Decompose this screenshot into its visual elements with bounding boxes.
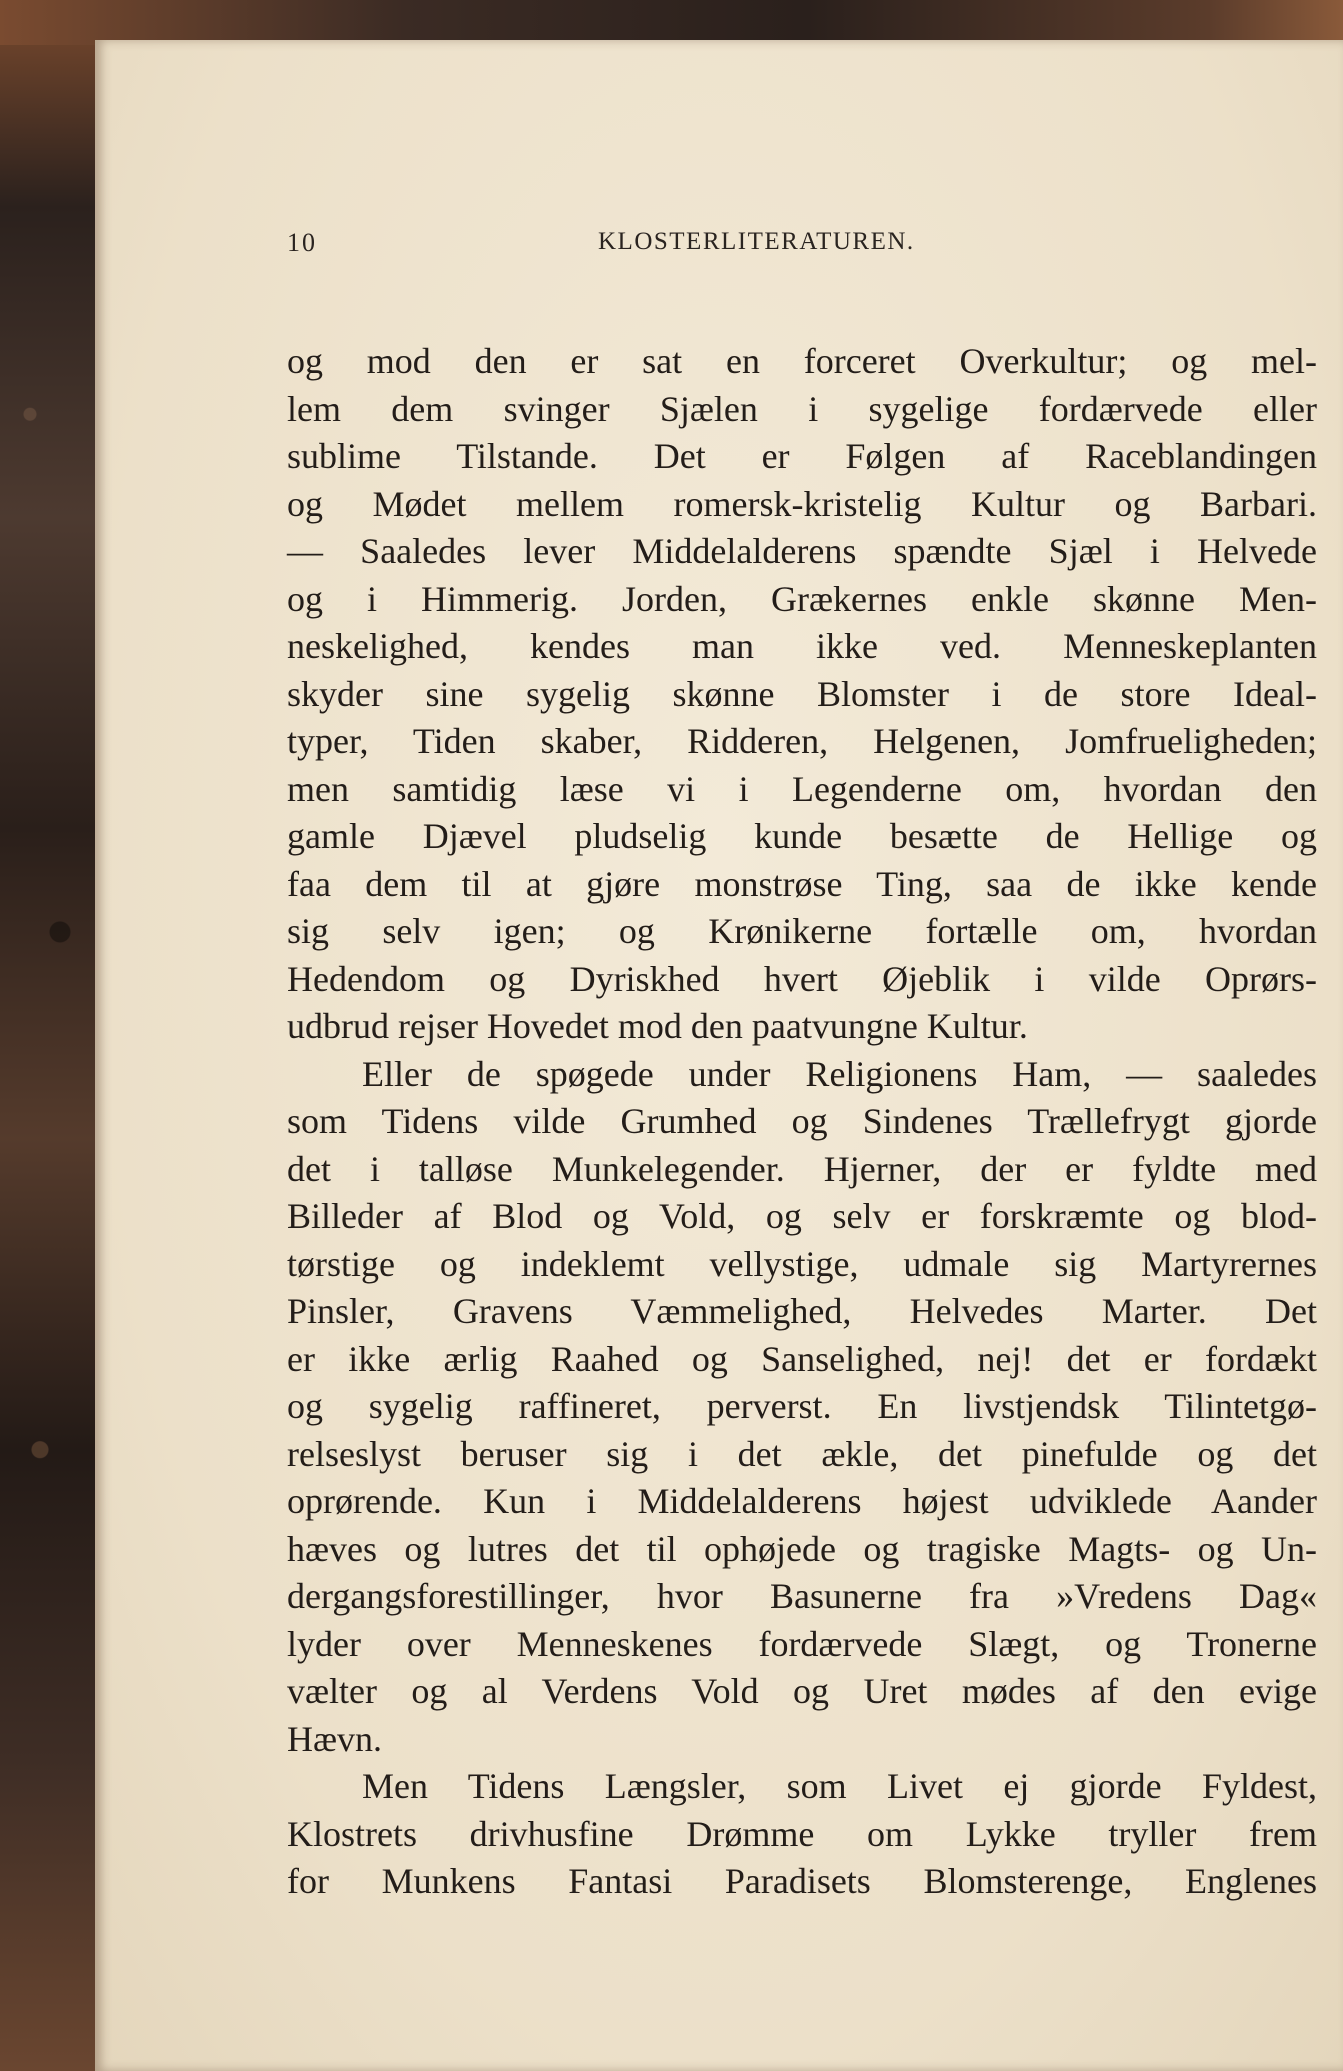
text-line: sig selv igen; og Krønikerne fortælle om, hvordan	[287, 911, 1317, 951]
text-line: faa dem til at gjøre monstrøse Ting, saa de ikke kende	[287, 863, 1317, 904]
running-title: KLOSTERLITERATUREN.	[598, 228, 915, 255]
text-line: udbrud rejser Hovedet mod den paatvungne Kultur.	[287, 1006, 1028, 1046]
text-line: Hedendom og Dyriskhed hvert Øjeblik i vilde Oprørs-	[287, 958, 1317, 999]
marbled-cover-edge	[0, 0, 100, 2071]
text-line: men samtidig læse vi i Legenderne om, hvordan den	[287, 768, 1317, 809]
text-line: Pinsler, Gravens Væmmelighed, Helvedes Marter. Det	[287, 1291, 1317, 1331]
text-line: gamle Djævel pludselig kunde besætte de Hellige og	[287, 816, 1317, 856]
text-line: Men Tidens Længsler, som Livet ej gjorde Fyldest,	[362, 1766, 1317, 1806]
text-line: for Munkens Fantasi Paradisets Blomsterenge, Englenes	[287, 1861, 1317, 1901]
text-line: og i Himmerig. Jorden, Grækernes enkle skønne Men-	[287, 578, 1317, 619]
text-line: Billeder af Blod og Vold, og selv er forskræmte og blod-	[287, 1196, 1317, 1236]
text-line: lyder over Menneskenes fordærvede Slægt, og Tronerne	[287, 1623, 1317, 1664]
text-line: det i talløse Munkelegender. Hjerner, der er fyldte med	[287, 1148, 1317, 1189]
text-line: dergangsforestillinger, hvor Basunerne fra »Vredens Dag«	[287, 1576, 1317, 1616]
text-line: tørstige og indeklemt vellystige, udmale sig Martyrernes	[287, 1243, 1317, 1284]
body-text	[287, 338, 1317, 1906]
page-header	[95, 228, 1343, 268]
text-line: — Saaledes lever Middelalderens spændte Sjæl i Helvede	[287, 531, 1317, 571]
text-line: skyder sine sygelig skønne Blomster i de store Ideal-	[287, 673, 1317, 714]
text-line: er ikke ærlig Raahed og Sanselighed, nej! det er fordækt	[287, 1338, 1317, 1379]
text-line: og Mødet mellem romersk-kristelig Kultur og Barbari.	[287, 483, 1317, 524]
text-line: neskelighed, kendes man ikke ved. Menneskeplanten	[287, 626, 1317, 666]
text-line: og mod den er sat en forceret Overkultur; og mel-	[287, 341, 1317, 381]
text-line: vælter og al Verdens Vold og Uret mødes af den evige	[287, 1671, 1317, 1711]
text-line: Eller de spøgede under Religionens Ham, — saaledes	[362, 1053, 1317, 1094]
text-line: hæves og lutres det til ophøjede og tragiske Magts- og Un-	[287, 1528, 1317, 1569]
text-line: sublime Tilstande. Det er Følgen af Raceblandingen	[287, 436, 1317, 476]
text-line: oprørende. Kun i Middelalderens højest udviklede Aander	[287, 1481, 1317, 1521]
text-line: som Tidens vilde Grumhed og Sindenes Trællefrygt gjorde	[287, 1101, 1317, 1141]
text-line: og sygelig raffineret, perverst. En livstjendsk Tilintetgø-	[287, 1386, 1317, 1426]
text-line: relseslyst beruser sig i det ækle, det pinefulde og det	[287, 1433, 1317, 1474]
page-number: 10	[287, 228, 317, 257]
text-line: Klostrets drivhusfine Drømme om Lykke tryller frem	[287, 1813, 1317, 1854]
text-line: lem dem svinger Sjælen i sygelige fordærvede eller	[287, 388, 1317, 429]
book-page	[95, 40, 1343, 2071]
text-line: Hævn.	[287, 1718, 383, 1759]
text-line: typer, Tiden skaber, Ridderen, Helgenen, Jomfrueligheden;	[287, 721, 1317, 761]
top-cover-edge	[0, 0, 1343, 45]
